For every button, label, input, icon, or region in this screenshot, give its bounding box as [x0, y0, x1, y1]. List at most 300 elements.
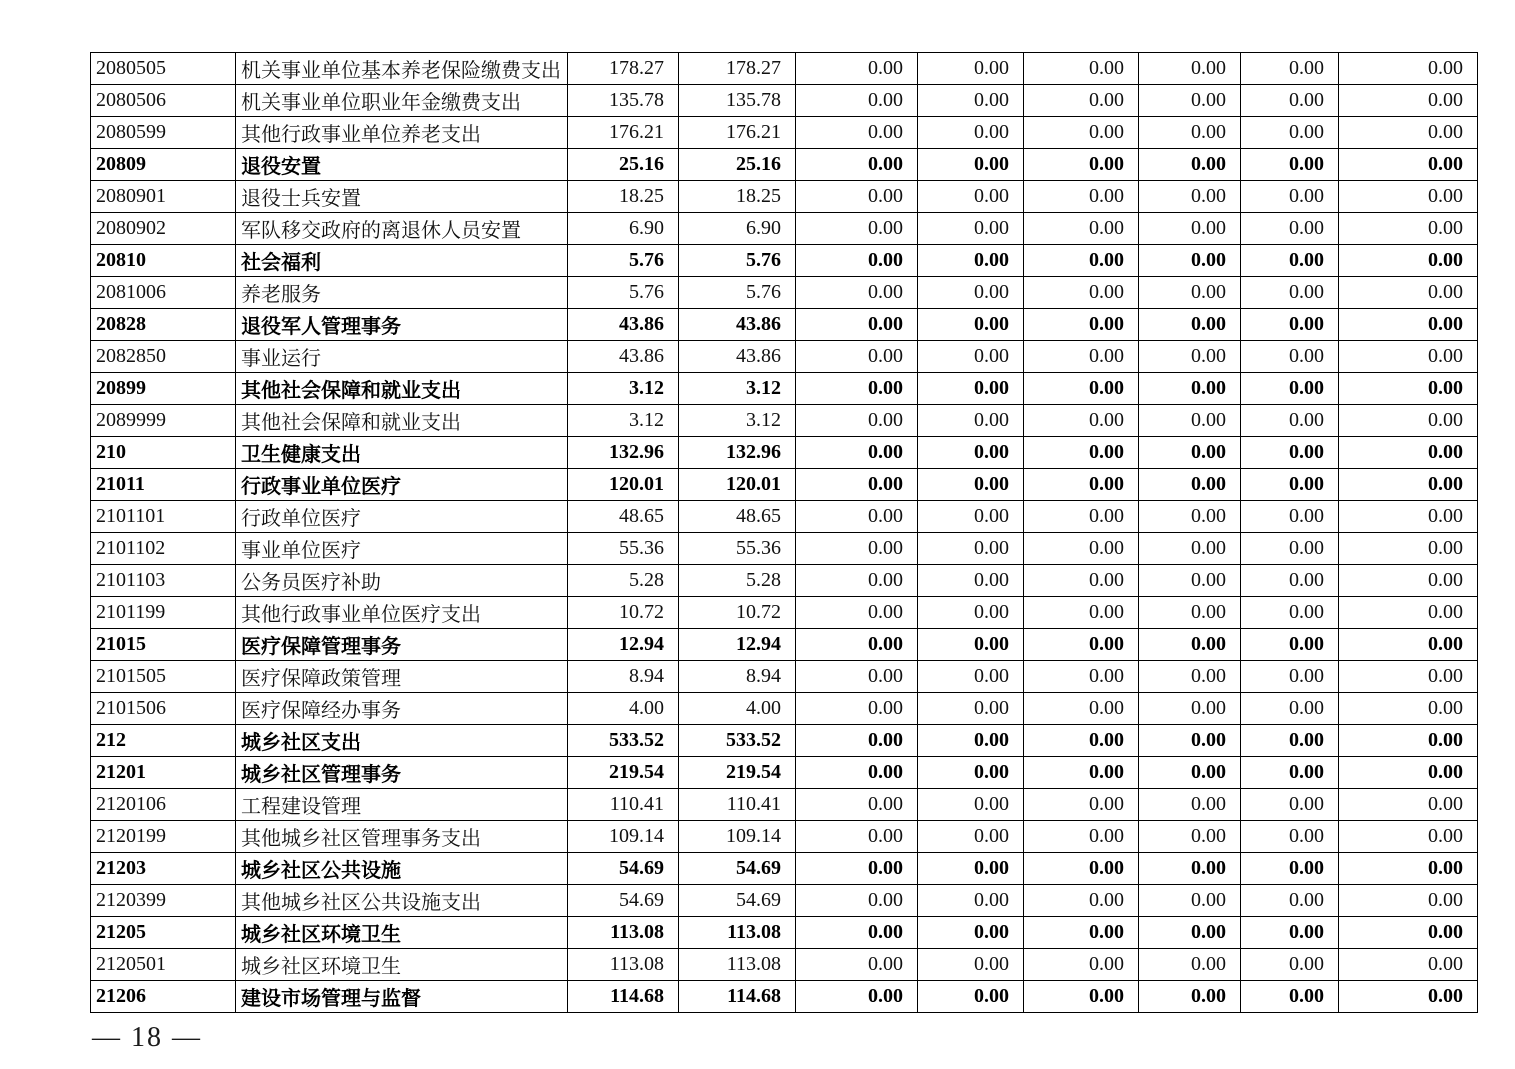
- code-cell: 2120199: [91, 821, 236, 853]
- value-cell: 0.00: [1339, 149, 1478, 181]
- name-cell: 其他城乡社区管理事务支出: [236, 821, 568, 853]
- value-cell: 0.00: [1024, 821, 1139, 853]
- value-cell: 0.00: [796, 309, 918, 341]
- name-cell: 养老服务: [236, 277, 568, 309]
- value-cell: 109.14: [679, 821, 796, 853]
- value-cell: 4.00: [679, 693, 796, 725]
- value-cell: 0.00: [1024, 213, 1139, 245]
- value-cell: 0.00: [1339, 597, 1478, 629]
- value-cell: 0.00: [1139, 949, 1241, 981]
- value-cell: 0.00: [1139, 661, 1241, 693]
- value-cell: 0.00: [1339, 373, 1478, 405]
- name-cell: 城乡社区支出: [236, 725, 568, 757]
- code-cell: 2080902: [91, 213, 236, 245]
- value-cell: 0.00: [1339, 85, 1478, 117]
- value-cell: 5.76: [679, 277, 796, 309]
- value-cell: 0.00: [918, 565, 1024, 597]
- value-cell: 135.78: [679, 85, 796, 117]
- name-cell: 城乡社区环境卫生: [236, 917, 568, 949]
- value-cell: 0.00: [796, 757, 918, 789]
- value-cell: 0.00: [918, 405, 1024, 437]
- value-cell: 0.00: [1339, 501, 1478, 533]
- value-cell: 0.00: [1024, 725, 1139, 757]
- value-cell: 0.00: [1241, 405, 1339, 437]
- value-cell: 0.00: [918, 85, 1024, 117]
- value-cell: 0.00: [1339, 629, 1478, 661]
- value-cell: 0.00: [796, 245, 918, 277]
- value-cell: 25.16: [568, 149, 679, 181]
- value-cell: 113.08: [568, 949, 679, 981]
- table-row: [91, 853, 1478, 885]
- name-cell: 城乡社区管理事务: [236, 757, 568, 789]
- code-cell: 2120399: [91, 885, 236, 917]
- value-cell: 0.00: [1339, 469, 1478, 501]
- value-cell: 48.65: [568, 501, 679, 533]
- value-cell: 0.00: [918, 53, 1024, 85]
- table-row: [91, 693, 1478, 725]
- value-cell: 0.00: [1339, 661, 1478, 693]
- code-cell: 2082850: [91, 341, 236, 373]
- value-cell: 176.21: [568, 117, 679, 149]
- name-cell: 工程建设管理: [236, 789, 568, 821]
- value-cell: 0.00: [1241, 309, 1339, 341]
- value-cell: 0.00: [1024, 245, 1139, 277]
- code-cell: 2101505: [91, 661, 236, 693]
- value-cell: 0.00: [1339, 117, 1478, 149]
- value-cell: 114.68: [568, 981, 679, 1013]
- code-cell: 20899: [91, 373, 236, 405]
- page-number: — 18 —: [92, 1022, 202, 1053]
- value-cell: 0.00: [1024, 757, 1139, 789]
- name-cell: 医疗保障经办事务: [236, 693, 568, 725]
- value-cell: 0.00: [796, 981, 918, 1013]
- table-row: [91, 373, 1478, 405]
- value-cell: 0.00: [1024, 565, 1139, 597]
- value-cell: 43.86: [679, 341, 796, 373]
- value-cell: 0.00: [1241, 501, 1339, 533]
- value-cell: 0.00: [1024, 373, 1139, 405]
- value-cell: 0.00: [918, 789, 1024, 821]
- code-cell: 2101199: [91, 597, 236, 629]
- table-row: [91, 405, 1478, 437]
- value-cell: 0.00: [918, 117, 1024, 149]
- code-cell: 2101101: [91, 501, 236, 533]
- value-cell: 0.00: [1139, 533, 1241, 565]
- value-cell: 0.00: [1024, 341, 1139, 373]
- value-cell: 0.00: [1241, 821, 1339, 853]
- code-cell: 210: [91, 437, 236, 469]
- value-cell: 0.00: [1024, 981, 1139, 1013]
- value-cell: 0.00: [796, 437, 918, 469]
- value-cell: 0.00: [1339, 53, 1478, 85]
- value-cell: 0.00: [918, 149, 1024, 181]
- code-cell: 2080505: [91, 53, 236, 85]
- value-cell: 0.00: [918, 213, 1024, 245]
- table-row: [91, 181, 1478, 213]
- value-cell: 0.00: [918, 629, 1024, 661]
- name-cell: 机关事业单位基本养老保险缴费支出: [236, 53, 568, 85]
- value-cell: 0.00: [1139, 565, 1241, 597]
- value-cell: 0.00: [1241, 789, 1339, 821]
- value-cell: 0.00: [1241, 981, 1339, 1013]
- value-cell: 0.00: [796, 789, 918, 821]
- value-cell: 219.54: [568, 757, 679, 789]
- value-cell: 0.00: [1241, 597, 1339, 629]
- value-cell: 0.00: [1024, 501, 1139, 533]
- value-cell: 54.69: [568, 885, 679, 917]
- table-row: [91, 533, 1478, 565]
- code-cell: 212: [91, 725, 236, 757]
- value-cell: 0.00: [1024, 149, 1139, 181]
- value-cell: 0.00: [918, 245, 1024, 277]
- value-cell: 0.00: [1339, 981, 1478, 1013]
- name-cell: 事业运行: [236, 341, 568, 373]
- value-cell: 54.69: [679, 885, 796, 917]
- name-cell: 医疗保障政策管理: [236, 661, 568, 693]
- value-cell: 0.00: [796, 373, 918, 405]
- value-cell: 3.12: [679, 373, 796, 405]
- value-cell: 0.00: [796, 725, 918, 757]
- value-cell: 0.00: [796, 821, 918, 853]
- value-cell: 0.00: [918, 821, 1024, 853]
- value-cell: 3.12: [568, 373, 679, 405]
- value-cell: 0.00: [796, 277, 918, 309]
- value-cell: 12.94: [679, 629, 796, 661]
- value-cell: 0.00: [1139, 885, 1241, 917]
- value-cell: 0.00: [1241, 117, 1339, 149]
- value-cell: 0.00: [796, 661, 918, 693]
- value-cell: 0.00: [1241, 213, 1339, 245]
- value-cell: 3.12: [679, 405, 796, 437]
- table-row: [91, 117, 1478, 149]
- table-row: [91, 85, 1478, 117]
- value-cell: 0.00: [918, 981, 1024, 1013]
- value-cell: 0.00: [1339, 757, 1478, 789]
- value-cell: 0.00: [1241, 341, 1339, 373]
- value-cell: 0.00: [1139, 85, 1241, 117]
- value-cell: 0.00: [1139, 181, 1241, 213]
- value-cell: 0.00: [1241, 245, 1339, 277]
- value-cell: 0.00: [1139, 917, 1241, 949]
- value-cell: 0.00: [1024, 853, 1139, 885]
- value-cell: 0.00: [796, 533, 918, 565]
- table-row: [91, 821, 1478, 853]
- value-cell: 120.01: [679, 469, 796, 501]
- value-cell: 0.00: [1339, 725, 1478, 757]
- value-cell: 0.00: [918, 725, 1024, 757]
- value-cell: 0.00: [1241, 757, 1339, 789]
- value-cell: 0.00: [1024, 277, 1139, 309]
- value-cell: 5.76: [679, 245, 796, 277]
- value-cell: 8.94: [568, 661, 679, 693]
- value-cell: 43.86: [568, 341, 679, 373]
- code-cell: 2120501: [91, 949, 236, 981]
- value-cell: 54.69: [568, 853, 679, 885]
- value-cell: 0.00: [796, 853, 918, 885]
- value-cell: 0.00: [1024, 85, 1139, 117]
- code-cell: 2080506: [91, 85, 236, 117]
- value-cell: 0.00: [1139, 853, 1241, 885]
- value-cell: 132.96: [568, 437, 679, 469]
- value-cell: 0.00: [1139, 405, 1241, 437]
- value-cell: 55.36: [679, 533, 796, 565]
- table-row: [91, 917, 1478, 949]
- value-cell: 0.00: [796, 53, 918, 85]
- name-cell: 行政单位医疗: [236, 501, 568, 533]
- value-cell: 18.25: [568, 181, 679, 213]
- value-cell: 0.00: [1139, 469, 1241, 501]
- value-cell: 0.00: [796, 917, 918, 949]
- value-cell: 533.52: [679, 725, 796, 757]
- table-row: [91, 53, 1478, 85]
- value-cell: 0.00: [1241, 437, 1339, 469]
- value-cell: 0.00: [796, 885, 918, 917]
- value-cell: 0.00: [1139, 213, 1241, 245]
- table-row: [91, 597, 1478, 629]
- value-cell: 219.54: [679, 757, 796, 789]
- value-cell: 114.68: [679, 981, 796, 1013]
- value-cell: 0.00: [1339, 693, 1478, 725]
- value-cell: 0.00: [1339, 789, 1478, 821]
- value-cell: 0.00: [918, 853, 1024, 885]
- value-cell: 3.12: [568, 405, 679, 437]
- code-cell: 21203: [91, 853, 236, 885]
- code-cell: 20810: [91, 245, 236, 277]
- value-cell: 6.90: [679, 213, 796, 245]
- value-cell: 0.00: [1241, 469, 1339, 501]
- table-row: [91, 469, 1478, 501]
- value-cell: 0.00: [1024, 693, 1139, 725]
- value-cell: 0.00: [1024, 309, 1139, 341]
- value-cell: 0.00: [1024, 789, 1139, 821]
- value-cell: 533.52: [568, 725, 679, 757]
- code-cell: 2101506: [91, 693, 236, 725]
- value-cell: 176.21: [679, 117, 796, 149]
- value-cell: 0.00: [1139, 693, 1241, 725]
- table-row: [91, 149, 1478, 181]
- table-row: [91, 789, 1478, 821]
- value-cell: 0.00: [1339, 949, 1478, 981]
- value-cell: 113.08: [679, 917, 796, 949]
- value-cell: 0.00: [1241, 533, 1339, 565]
- value-cell: 43.86: [568, 309, 679, 341]
- value-cell: 0.00: [1139, 277, 1241, 309]
- value-cell: 0.00: [1339, 309, 1478, 341]
- value-cell: 178.27: [679, 53, 796, 85]
- value-cell: 0.00: [1339, 181, 1478, 213]
- value-cell: 4.00: [568, 693, 679, 725]
- value-cell: 0.00: [1339, 277, 1478, 309]
- value-cell: 0.00: [1139, 821, 1241, 853]
- value-cell: 0.00: [796, 405, 918, 437]
- code-cell: 2101103: [91, 565, 236, 597]
- value-cell: 0.00: [796, 629, 918, 661]
- value-cell: 0.00: [1139, 341, 1241, 373]
- code-cell: 2081006: [91, 277, 236, 309]
- value-cell: 48.65: [679, 501, 796, 533]
- value-cell: 0.00: [1339, 533, 1478, 565]
- value-cell: 0.00: [1024, 629, 1139, 661]
- table-row: [91, 565, 1478, 597]
- code-cell: 21011: [91, 469, 236, 501]
- value-cell: 0.00: [1024, 181, 1139, 213]
- code-cell: 21205: [91, 917, 236, 949]
- value-cell: 0.00: [918, 757, 1024, 789]
- name-cell: 公务员医疗补助: [236, 565, 568, 597]
- value-cell: 0.00: [1139, 981, 1241, 1013]
- value-cell: 0.00: [1339, 565, 1478, 597]
- value-cell: 0.00: [796, 85, 918, 117]
- value-cell: 0.00: [918, 501, 1024, 533]
- value-cell: 0.00: [1241, 181, 1339, 213]
- value-cell: 0.00: [1139, 597, 1241, 629]
- value-cell: 0.00: [1241, 725, 1339, 757]
- name-cell: 卫生健康支出: [236, 437, 568, 469]
- value-cell: 0.00: [1024, 437, 1139, 469]
- table-row: [91, 725, 1478, 757]
- code-cell: 21015: [91, 629, 236, 661]
- value-cell: 0.00: [1139, 373, 1241, 405]
- value-cell: 0.00: [1241, 949, 1339, 981]
- value-cell: 0.00: [1024, 661, 1139, 693]
- value-cell: 0.00: [1024, 405, 1139, 437]
- value-cell: 0.00: [1139, 53, 1241, 85]
- value-cell: 0.00: [918, 533, 1024, 565]
- name-cell: 城乡社区公共设施: [236, 853, 568, 885]
- value-cell: 0.00: [1024, 885, 1139, 917]
- code-cell: 2089999: [91, 405, 236, 437]
- value-cell: 0.00: [1139, 309, 1241, 341]
- name-cell: 其他行政事业单位养老支出: [236, 117, 568, 149]
- name-cell: 其他行政事业单位医疗支出: [236, 597, 568, 629]
- value-cell: 0.00: [918, 885, 1024, 917]
- value-cell: 0.00: [1241, 85, 1339, 117]
- table-row: [91, 501, 1478, 533]
- value-cell: 5.28: [568, 565, 679, 597]
- table-row: [91, 661, 1478, 693]
- name-cell: 建设市场管理与监督: [236, 981, 568, 1013]
- value-cell: 0.00: [1241, 629, 1339, 661]
- value-cell: 5.76: [568, 277, 679, 309]
- value-cell: 12.94: [568, 629, 679, 661]
- value-cell: 0.00: [1339, 917, 1478, 949]
- value-cell: 0.00: [796, 949, 918, 981]
- value-cell: 0.00: [1339, 405, 1478, 437]
- value-cell: 113.08: [568, 917, 679, 949]
- value-cell: 0.00: [1139, 117, 1241, 149]
- value-cell: 0.00: [1139, 501, 1241, 533]
- name-cell: 其他社会保障和就业支出: [236, 373, 568, 405]
- value-cell: 0.00: [918, 949, 1024, 981]
- table-row: [91, 981, 1478, 1013]
- value-cell: 0.00: [1241, 277, 1339, 309]
- value-cell: 0.00: [1241, 885, 1339, 917]
- value-cell: 110.41: [679, 789, 796, 821]
- value-cell: 0.00: [1139, 629, 1241, 661]
- value-cell: 0.00: [1024, 469, 1139, 501]
- code-cell: 21206: [91, 981, 236, 1013]
- table-row: [91, 757, 1478, 789]
- table-row: [91, 885, 1478, 917]
- value-cell: 0.00: [1024, 53, 1139, 85]
- value-cell: 0.00: [796, 181, 918, 213]
- value-cell: 0.00: [918, 469, 1024, 501]
- value-cell: 0.00: [1139, 149, 1241, 181]
- value-cell: 0.00: [1139, 789, 1241, 821]
- code-cell: 21201: [91, 757, 236, 789]
- table-row: [91, 629, 1478, 661]
- name-cell: 军队移交政府的离退休人员安置: [236, 213, 568, 245]
- table-row: [91, 949, 1478, 981]
- name-cell: 退役军人管理事务: [236, 309, 568, 341]
- code-cell: 2080901: [91, 181, 236, 213]
- value-cell: 0.00: [1241, 373, 1339, 405]
- value-cell: 5.76: [568, 245, 679, 277]
- value-cell: 0.00: [796, 213, 918, 245]
- value-cell: 8.94: [679, 661, 796, 693]
- value-cell: 0.00: [918, 917, 1024, 949]
- value-cell: 43.86: [679, 309, 796, 341]
- value-cell: 0.00: [918, 437, 1024, 469]
- value-cell: 0.00: [796, 117, 918, 149]
- value-cell: 0.00: [1339, 885, 1478, 917]
- value-cell: 18.25: [679, 181, 796, 213]
- value-cell: 0.00: [1139, 437, 1241, 469]
- value-cell: 0.00: [1024, 917, 1139, 949]
- value-cell: 0.00: [796, 469, 918, 501]
- value-cell: 132.96: [679, 437, 796, 469]
- value-cell: 0.00: [1024, 533, 1139, 565]
- value-cell: 0.00: [918, 373, 1024, 405]
- name-cell: 其他社会保障和就业支出: [236, 405, 568, 437]
- table-row: [91, 341, 1478, 373]
- budget-table: [90, 52, 1478, 1013]
- table-row: [91, 245, 1478, 277]
- value-cell: 0.00: [796, 693, 918, 725]
- value-cell: 0.00: [796, 149, 918, 181]
- value-cell: 0.00: [1024, 597, 1139, 629]
- value-cell: 0.00: [1339, 341, 1478, 373]
- budget-table-body: [91, 53, 1478, 1013]
- value-cell: 0.00: [1241, 149, 1339, 181]
- value-cell: 0.00: [1241, 917, 1339, 949]
- table-row: [91, 309, 1478, 341]
- value-cell: 0.00: [1339, 821, 1478, 853]
- value-cell: 5.28: [679, 565, 796, 597]
- value-cell: 0.00: [918, 693, 1024, 725]
- value-cell: 0.00: [1339, 245, 1478, 277]
- table-row: [91, 213, 1478, 245]
- value-cell: 0.00: [1339, 437, 1478, 469]
- value-cell: 54.69: [679, 853, 796, 885]
- value-cell: 113.08: [679, 949, 796, 981]
- value-cell: 0.00: [1241, 53, 1339, 85]
- value-cell: 0.00: [1139, 245, 1241, 277]
- value-cell: 0.00: [796, 501, 918, 533]
- value-cell: 0.00: [1139, 757, 1241, 789]
- name-cell: 机关事业单位职业年金缴费支出: [236, 85, 568, 117]
- value-cell: 0.00: [1024, 949, 1139, 981]
- value-cell: 0.00: [918, 309, 1024, 341]
- value-cell: 135.78: [568, 85, 679, 117]
- value-cell: 0.00: [1339, 213, 1478, 245]
- value-cell: 0.00: [796, 565, 918, 597]
- value-cell: 0.00: [1241, 853, 1339, 885]
- value-cell: 0.00: [918, 597, 1024, 629]
- value-cell: 178.27: [568, 53, 679, 85]
- code-cell: 2080599: [91, 117, 236, 149]
- value-cell: 0.00: [796, 341, 918, 373]
